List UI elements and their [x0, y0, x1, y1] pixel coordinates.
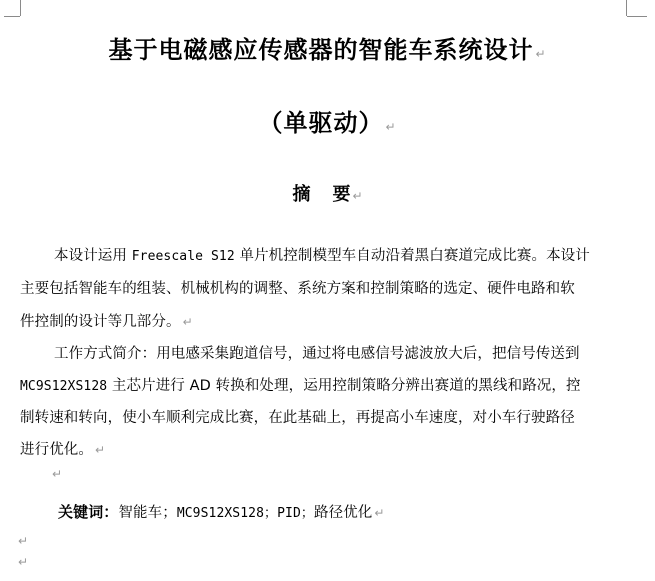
document-title-line-2[interactable] — [0, 103, 655, 138]
paragraph-1-line-1[interactable] — [54, 244, 590, 265]
keywords-label: 关键词： — [58, 503, 119, 521]
paragraph-2-line-2[interactable] — [20, 374, 581, 395]
paragraph-mark-icon: ↵ — [374, 506, 385, 520]
paragraph-1-line-2-text: 主要包括智能车的组装、机械机构的调整、系统方案和控制策略的选定、硬件电路和软 — [20, 281, 575, 297]
paragraph-1-line-3[interactable] — [20, 310, 193, 331]
abstract-heading[interactable] — [0, 180, 655, 206]
paragraph-1-line-1-end: 单片机控制模型车自动沿着黑白赛道完成比赛。本设计 — [234, 248, 590, 264]
title-line-1-text: 基于电磁感应传感器的智能车系统设计 — [108, 36, 534, 64]
paragraph-mark-icon: ↵ — [535, 47, 547, 61]
empty-paragraph[interactable] — [18, 534, 28, 548]
paragraph-1-product-name: Freescale S12 — [131, 249, 235, 264]
paragraph-mark-icon: ↵ — [18, 555, 29, 569]
paragraph-2-line-1-text: 工作方式简介：用电感采集跑道信号，通过将电感信号滤波放大后，把信号传送到 — [54, 346, 580, 362]
title-line-2-text: （单驱动） — [258, 109, 384, 137]
paragraph-mark-icon: ↵ — [52, 467, 63, 481]
paragraph-mark-icon: ↵ — [352, 189, 363, 203]
paragraph-mark-icon: ↵ — [182, 315, 193, 329]
keywords-line[interactable] — [58, 501, 385, 522]
keyword-3: 路径优化 — [314, 505, 373, 521]
paragraph-mark-icon: ↵ — [385, 120, 397, 134]
paragraph-2-line-3[interactable] — [20, 406, 575, 427]
paragraph-2-line-2-text: 主芯片进行 AD 转换和处理，运用控制策略分辨出赛道的黑线和路况，控 — [107, 378, 581, 394]
paragraph-2-line-1[interactable] — [54, 342, 580, 363]
paragraph-1-line-3-text: 件控制的设计等几部分。 — [20, 314, 181, 330]
paragraph-mark-icon: ↵ — [95, 443, 106, 457]
paragraph-2-line-4[interactable] — [20, 438, 105, 459]
crop-mark-top-right-vertical — [626, 0, 627, 16]
empty-paragraph[interactable] — [18, 555, 28, 569]
paragraph-2-line-3-text: 制转速和转向，使小车顺利完成比赛，在此基础上，再提高小车速度，对小车行驶路径 — [20, 410, 575, 426]
crop-mark-top-right-horizontal — [627, 16, 647, 17]
keyword-2: MC9S12XS128；PID； — [176, 506, 314, 521]
empty-paragraph[interactable] — [52, 467, 62, 481]
document-title-line-1[interactable] — [0, 30, 655, 65]
paragraph-2-line-4-text: 进行优化。 — [20, 442, 93, 458]
abstract-heading-char-1: 摘 — [292, 184, 311, 205]
paragraph-1-line-2[interactable] — [20, 277, 575, 298]
paragraph-1-line-1-start: 本设计运用 — [54, 248, 132, 264]
keyword-1: 智能车； — [118, 505, 177, 521]
crop-mark-top-left-horizontal — [4, 16, 20, 17]
abstract-heading-char-2: 要 — [332, 184, 351, 205]
paragraph-mark-icon: ↵ — [18, 534, 29, 548]
paragraph-2-chip-name: MC9S12XS128 — [20, 379, 108, 394]
crop-mark-top-left-vertical — [20, 0, 21, 16]
